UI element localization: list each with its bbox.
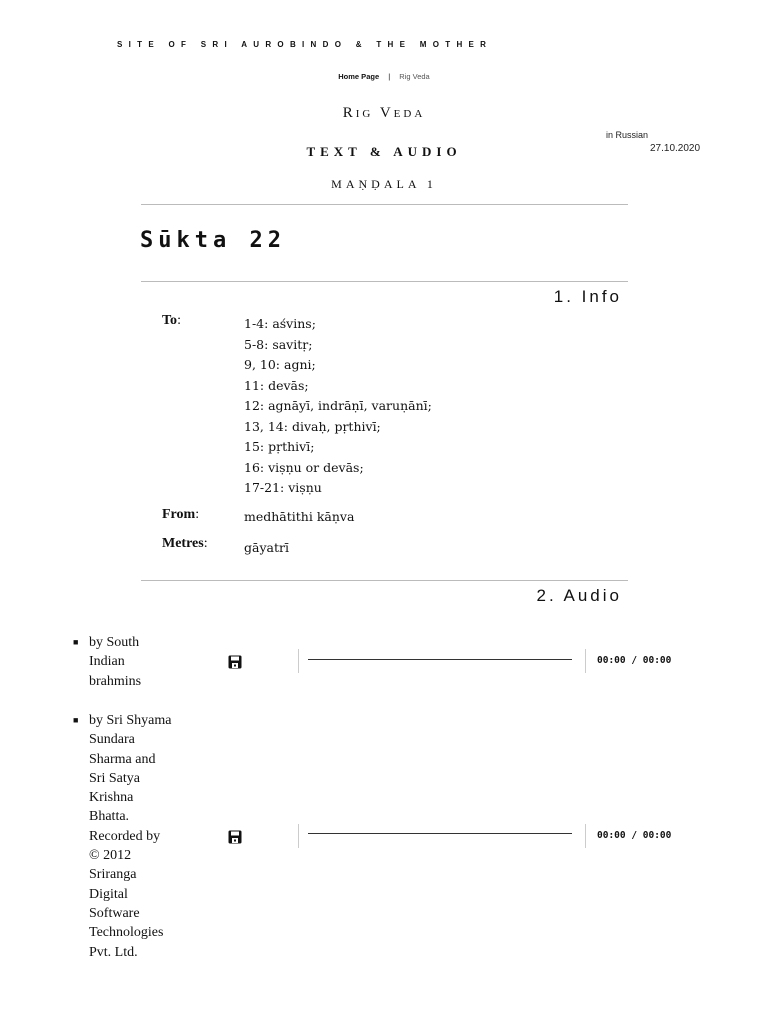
to-line: 16: viṣṇu or devās;	[244, 459, 364, 475]
divider	[141, 204, 628, 205]
save-icon[interactable]	[228, 655, 242, 669]
divider	[141, 281, 628, 282]
to-line: 1-4: aśvins;	[244, 316, 316, 331]
to-line: 11: devās;	[244, 377, 309, 393]
to-line: 5-8: savitṛ;	[244, 336, 313, 352]
update-date: 27.10.2020	[650, 143, 701, 154]
page-title: Rig Veda	[342, 105, 426, 121]
audio-item-label: by South Indian brahmins	[89, 635, 142, 689]
site-title[interactable]: SITE OF SRI AUROBINDO & THE MOTHER	[117, 40, 493, 49]
audio-time-display: 00:00 / 00:00	[597, 655, 672, 666]
sukta-title: Sūkta 22	[140, 228, 286, 253]
from-value: medhātithi kāṇva	[244, 509, 355, 524]
nav-current: Rig Veda	[399, 72, 430, 81]
from-label: From:	[162, 507, 200, 522]
player-divider	[298, 649, 299, 673]
to-line: 15: pṛthivī;	[244, 439, 315, 454]
player-divider	[298, 824, 299, 848]
list-bullet: ■	[73, 637, 79, 647]
to-line: 12: agnāyī, indrāṇī, varuṇānī;	[244, 398, 432, 413]
audio-progress-track[interactable]	[308, 833, 572, 834]
russian-version-link[interactable]: in Russian	[606, 130, 649, 140]
to-values	[244, 314, 432, 499]
to-line: 9, 10: agni;	[244, 357, 316, 372]
mandala-label: MAṆḌALA 1	[331, 177, 437, 191]
audio-progress-track[interactable]	[308, 659, 572, 660]
nav-home-link[interactable]: Home Page	[338, 72, 380, 81]
to-label: To:	[162, 313, 181, 328]
player-divider	[585, 649, 586, 673]
nav-separator: |	[388, 72, 391, 81]
metres-value: gāyatrī	[244, 540, 289, 555]
player-divider	[585, 824, 586, 848]
breadcrumb	[0, 72, 768, 81]
page-subtitle: TEXT & AUDIO	[306, 144, 462, 159]
info-heading: 1. Info	[553, 287, 622, 306]
divider	[141, 580, 628, 581]
list-bullet: ■	[73, 715, 79, 725]
audio-item-label: by Sri Shyama Sundara Sharma and Sri Satya Krishna Bhatta. Recorded by © 2012 Sriranga Digital Software Technologies Pvt. Ltd.	[89, 713, 172, 960]
to-line: 17-21: viṣṇu	[244, 480, 322, 495]
to-line: 13, 14: divaḥ, pṛthivī;	[244, 418, 381, 434]
audio-time-display: 00:00 / 00:00	[597, 830, 672, 841]
audio-heading: 2. Audio	[536, 586, 622, 605]
metres-label: Metres:	[162, 536, 208, 551]
save-icon[interactable]	[228, 830, 242, 844]
